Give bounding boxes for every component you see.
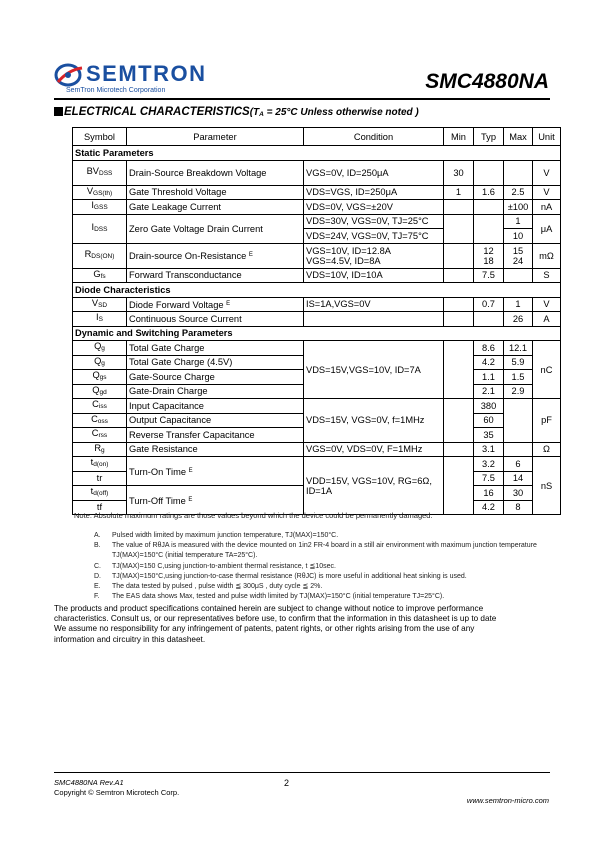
unit-cell: nS (533, 457, 561, 515)
company-logo (54, 60, 224, 98)
typ-line: 12 (483, 245, 494, 256)
symbol-cell (73, 312, 127, 327)
max-cell: 2.9 (504, 384, 533, 399)
min-cell (444, 341, 474, 399)
logo-text: SEMTRON (86, 61, 207, 86)
footnote-text: The EAS data shows Max, tested and pulse width limited by TJ(MAX)=150°C (initial temperature TJ=25°C). (112, 593, 445, 601)
max-cell (504, 243, 533, 268)
symbol: V (86, 185, 94, 196)
max-cell: 1 (504, 297, 533, 312)
symbol-cell (73, 200, 127, 215)
section-row: Diode Characteristics (73, 283, 561, 298)
cond-cell (304, 312, 444, 327)
footnote-ref: E (226, 300, 231, 307)
symbol-sub: g (101, 446, 105, 454)
col-header: Parameter (127, 128, 304, 146)
table-row (73, 243, 561, 268)
typ-cell: 60 (474, 413, 504, 428)
table-row (73, 457, 561, 472)
cond-cell: VGS=0V, ID=250μA (304, 160, 444, 185)
symbol-cell (73, 442, 127, 457)
typ-cell (474, 243, 504, 268)
param-cell (127, 297, 304, 312)
param-cell (127, 243, 304, 268)
typ-cell: 16 (474, 486, 504, 501)
cond-cell: VDS=VGS, ID=250μA (304, 185, 444, 200)
footnote (94, 562, 554, 572)
condition-post: = 25°C Unless otherwise noted ) (263, 107, 419, 118)
param-text: Drain-source On-Resistance (129, 251, 247, 261)
symbol: R (84, 249, 92, 259)
symbol: R (94, 442, 102, 453)
disclaimer-line: characteristics. Consult us, or our representatives before use, to confirm that the information in this datasheet is up to date (54, 614, 497, 624)
cond-cell: VDS=15V, VGS=0V, f=1MHz (304, 399, 444, 443)
param-cell: Input Capacitance (127, 399, 304, 414)
footnote (94, 592, 554, 602)
param-cell: Drain-Source Breakdown Voltage (127, 160, 304, 185)
symbol-sub: DS(ON) (91, 253, 115, 260)
condition-sub: A (259, 111, 264, 118)
footnote-ref: E (248, 252, 253, 258)
param-text: Turn-Off Time (129, 495, 186, 506)
max-cell (504, 399, 533, 443)
param-cell: Reverse Transfer Capacitance (127, 428, 304, 443)
min-cell (444, 457, 474, 515)
footnote-ref: E (188, 467, 193, 474)
footnote-text: Pulsed width limited by maximum junction temperature, TJ(MAX)=150°C. (112, 532, 339, 539)
typ-cell: 35 (474, 428, 504, 443)
min-cell (444, 399, 474, 443)
symbol-sub: d(on) (93, 461, 109, 469)
symbol-sub: iss (98, 403, 107, 411)
typ-cell (474, 160, 504, 185)
col-header: Typ (474, 128, 504, 146)
symbol: Q (94, 341, 102, 352)
cond-cell: VGS=0V, VDS=0V, F=1MHz (304, 442, 444, 457)
typ-cell: 0.7 (474, 297, 504, 312)
max-cell (504, 268, 533, 283)
max-cell: 6 (504, 457, 533, 472)
typ-cell: 4.2 (474, 355, 504, 370)
param-cell: Total Gate Charge (4.5V) (127, 355, 304, 370)
min-cell (444, 243, 474, 268)
section-title (54, 106, 419, 118)
max-line: 24 (512, 255, 524, 266)
max-cell: ±100 (504, 200, 533, 215)
param-cell: Gate Resistance (127, 442, 304, 457)
typ-cell: 7.5 (474, 268, 504, 283)
param-cell: Gate Leakage Current (127, 200, 304, 215)
unit-cell: pF (533, 399, 561, 443)
revision: SMC4880NA Rev.A1 (54, 778, 124, 787)
symbol-sub: DSS (94, 226, 108, 233)
cond-cell: VDS=0V, VGS=±20V (304, 200, 444, 215)
header-rule (54, 98, 550, 100)
typ-cell: 8.6 (474, 341, 504, 356)
param-text: Diode Forward Voltage (129, 299, 224, 310)
cond-cell (304, 243, 444, 268)
typ-cell: 1.1 (474, 370, 504, 385)
symbol-cell: tf (73, 500, 127, 515)
section-bullet-icon (54, 107, 63, 116)
symbol-sub: DSS (99, 170, 113, 177)
part-number: SMC4880NA (425, 70, 549, 93)
min-cell: 30 (444, 160, 474, 185)
min-cell (444, 442, 474, 457)
cond-cell: VDS=30V, VGS=0V, TJ=25°C (304, 214, 444, 229)
logo-icon (54, 60, 88, 90)
cond-line: ID=1A (306, 485, 333, 496)
symbol: C (92, 399, 99, 410)
table-row (73, 185, 561, 200)
col-header: Max (504, 128, 533, 146)
table-row (73, 399, 561, 414)
max-cell: 10 (504, 229, 533, 244)
unit-cell: V (533, 297, 561, 312)
table-row (73, 200, 561, 215)
symbol-cell (73, 268, 127, 283)
typ-cell: 4.2 (474, 500, 504, 515)
symbol-cell (73, 413, 127, 428)
footnote (94, 572, 554, 582)
param-cell: Output Capacitance (127, 413, 304, 428)
symbol-cell (73, 214, 127, 243)
cond-line: VDD=15V, VGS=10V, RG=6Ω, (306, 475, 432, 486)
param-cell: Gate Threshold Voltage (127, 185, 304, 200)
max-cell: 2.5 (504, 185, 533, 200)
section-title-text: ELECTRICAL CHARACTERISTICS (64, 106, 250, 118)
cond-cell: VDS=10V, ID=10A (304, 268, 444, 283)
col-header: Min (444, 128, 474, 146)
unit-cell: A (533, 312, 561, 327)
symbol: t (90, 457, 94, 468)
table-row (73, 297, 561, 312)
absolute-max-note: Note: Absolute maximum ratings are those values beyond which the device could be permanently damaged. (74, 511, 433, 520)
typ-cell (474, 214, 504, 243)
param-cell: Gate-Drain Charge (127, 384, 304, 399)
disclaimer-line: information and circuitry in this datasheet. (54, 634, 206, 644)
disclaimer (54, 604, 554, 645)
symbol-sub: SD (98, 301, 108, 309)
electrical-characteristics-table (72, 127, 561, 515)
footnote-key: E. (94, 583, 101, 591)
footnote-key: A. (94, 532, 101, 539)
symbol-cell (73, 341, 127, 356)
footnote (94, 541, 554, 561)
symbol-cell (73, 457, 127, 472)
table-header-row (73, 128, 561, 146)
symbol-sub: g (101, 359, 105, 367)
unit-cell: V (533, 185, 561, 200)
unit-cell: V (533, 160, 561, 185)
param-cell: Continuous Source Current (127, 312, 304, 327)
footnote-key: D. (94, 572, 101, 580)
symbol-sub: GSS (93, 204, 108, 212)
typ-line: 18 (483, 255, 494, 266)
table-row (73, 214, 561, 229)
unit-cell: nA (533, 200, 561, 215)
footnote-key: C. (94, 562, 101, 570)
symbol: I (91, 222, 95, 232)
footnote-text: The data tested by pulsed , pulse width ≦ 300μS , duty cycle ≦ 2%. (112, 583, 323, 591)
symbol: Q (92, 370, 100, 381)
max-cell: 12.1 (504, 341, 533, 356)
footer-rule (54, 772, 550, 773)
symbol-sub: S (98, 316, 103, 324)
param-text: Turn-On Time (129, 466, 186, 477)
condition-pre: (T (249, 107, 260, 118)
min-cell (444, 214, 474, 243)
typ-cell (474, 312, 504, 327)
footer-left (54, 778, 179, 797)
max-cell: 1.5 (504, 370, 533, 385)
section-row: Dynamic and Switching Parameters (73, 326, 561, 341)
symbol: I (96, 312, 99, 323)
symbol-cell (73, 486, 127, 501)
table-row (73, 160, 561, 185)
disclaimer-line: We assume no responsibility for any infringement of patents, patent rights, or other rights arising from the use of any (54, 624, 475, 634)
symbol-sub: GS(th) (93, 189, 113, 197)
max-cell (504, 442, 533, 457)
cond-cell: VDS=15V,VGS=10V, ID=7A (304, 341, 444, 399)
symbol-cell (73, 355, 127, 370)
col-header: Symbol (73, 128, 127, 146)
footnote-text: TJ(MAX)=150°C,using junction-to-case thermal resistance (RθJC) is more useful in additional heat sinking is used. (112, 572, 467, 580)
symbol-sub: gs (99, 374, 107, 382)
symbol-cell (73, 185, 127, 200)
param-cell: Forward Transconductance (127, 268, 304, 283)
symbol-cell (73, 370, 127, 385)
min-cell: 1 (444, 185, 474, 200)
unit-cell: nC (533, 341, 561, 399)
symbol-cell (73, 399, 127, 414)
table-row (73, 341, 561, 356)
max-cell: 1 (504, 214, 533, 229)
param-cell: Zero Gate Voltage Drain Current (127, 214, 304, 243)
unit-cell: mΩ (533, 243, 561, 268)
website-link[interactable]: www.semtron-micro.com (466, 796, 549, 805)
symbol-cell (73, 243, 127, 268)
page-number: 2 (284, 778, 290, 788)
typ-cell: 2.1 (474, 384, 504, 399)
cond-cell (304, 457, 444, 515)
symbol-sub: d(off) (93, 490, 109, 498)
symbol-cell (73, 160, 127, 185)
symbol-cell: tr (73, 471, 127, 486)
unit-cell: S (533, 268, 561, 283)
max-cell (504, 160, 533, 185)
logo-subtitle: SemTron Microtech Corporation (66, 87, 166, 94)
unit-cell: Ω (533, 442, 561, 457)
typ-cell: 1.6 (474, 185, 504, 200)
col-header: Unit (533, 128, 561, 146)
max-cell: 5.9 (504, 355, 533, 370)
symbol-sub: gd (99, 388, 107, 396)
symbol: Q (92, 384, 100, 395)
footnote-key: B. (94, 542, 101, 550)
symbol-cell (73, 297, 127, 312)
section-condition (250, 107, 419, 118)
cond-line: VGS=10V, ID=12.8A (306, 245, 391, 256)
symbol-cell (73, 428, 127, 443)
typ-cell: 3.1 (474, 442, 504, 457)
symbol-sub: g (101, 345, 105, 353)
min-cell (444, 312, 474, 327)
max-cell: 26 (504, 312, 533, 327)
table-row (73, 312, 561, 327)
footnote-ref: E (188, 496, 193, 503)
symbol-cell (73, 384, 127, 399)
min-cell (444, 200, 474, 215)
typ-cell: 3.2 (474, 457, 504, 472)
max-cell: 30 (504, 486, 533, 501)
typ-cell: 380 (474, 399, 504, 414)
symbol: C (91, 428, 99, 439)
param-cell: Total Gate Charge (127, 341, 304, 356)
footnote-text: The value of RθJA is measured with the device mounted on 1in2 FR-4 board in a still air environment with maximum junction temperature TJ(MAX)=150°C (initial temperature TA=25°C). (112, 542, 537, 560)
cond-cell: VDS=24V, VGS=0V, TJ=75°C (304, 229, 444, 244)
cond-line: VGS=4.5V, ID=8A (306, 255, 381, 266)
param-cell: Gate-Source Charge (127, 370, 304, 385)
disclaimer-line: The products and product specifications contained herein are subject to change without notice to improve performance (54, 604, 484, 613)
footnotes (94, 531, 554, 602)
footnote (94, 582, 554, 592)
symbol: t (90, 486, 94, 497)
unit-cell: μA (533, 214, 561, 243)
min-cell (444, 297, 474, 312)
symbol: BV (86, 166, 100, 176)
symbol: Q (94, 355, 102, 366)
typ-cell (474, 200, 504, 215)
symbol-sub: fs (100, 272, 106, 280)
footnote-key: F. (94, 593, 100, 601)
table-row (73, 442, 561, 457)
section-row: Static Parameters (73, 146, 561, 161)
max-line: 15 (512, 245, 524, 256)
param-cell (127, 457, 304, 486)
symbol-sub: oss (97, 417, 108, 425)
footnote-text: TJ(MAX)=150 C,using junction-to-ambient thermal resistance, t ≦10sec. (112, 562, 336, 570)
min-cell (444, 268, 474, 283)
symbol-sub: rss (98, 432, 108, 440)
table-row (73, 268, 561, 283)
symbol: C (91, 413, 98, 424)
symbol: I (91, 200, 94, 211)
cond-cell: IS=1A,VGS=0V (304, 297, 444, 312)
copyright: Copyright © Semtron Microtech Corp. (54, 787, 180, 797)
symbol: G (93, 268, 101, 279)
typ-cell: 7.5 (474, 471, 504, 486)
footnote (94, 531, 554, 541)
symbol: V (91, 297, 99, 308)
col-header: Condition (304, 128, 444, 146)
max-cell: 8 (504, 500, 533, 515)
max-cell: 14 (504, 471, 533, 486)
